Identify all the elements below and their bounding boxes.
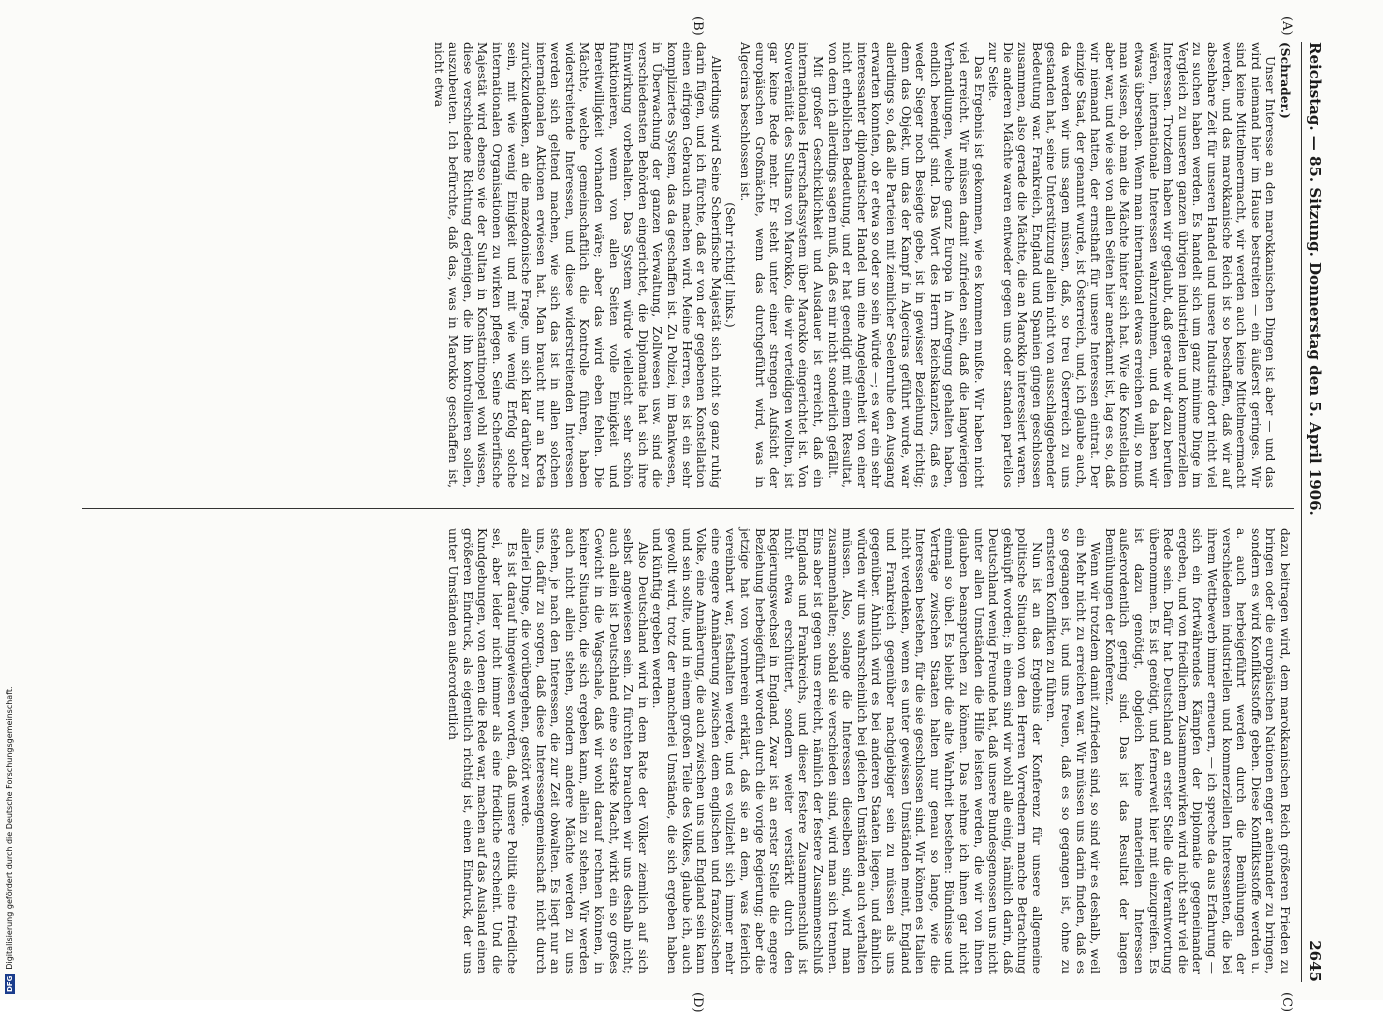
left-column <box>82 42 1292 488</box>
paragraph: dazu beitragen wird, dem marokkanischen Reich größeren Frieden zu bringen oder die europäischen Nationen enger aneinander zu bringen, sondern es wird Konfliktsstoffe geben. Diese Konfliktsstoffe werden u. a. auch herbeigeführt werden durch die Bemühungen der verschiedenen industriellen und kommerziellen Interessenten, die bei ihrem Wettbewerb immer erneuern, — ich spreche da aus Erfahrung — sich ein fortwährendes Kämpfen der Diplomatie gegeneinander ergeben, und von friedlichem Zusammenwirken wird nicht sehr viel die Rede sein. Dafür hat Deutschland an erster Stelle die Verantwortung übernommen. Es ist genötigt, und fernerweit hier mit einzugreifen. Es ist dazu genötigt, obgleich keine materiellen Interessen außerordentlich gering sind. Das ist das Resultat der langen Bemühungen der Konferenz. <box>1102 528 1292 974</box>
paragraph: Unser Interesse an den marokkanischen Dingen ist aber — und das wird niemand hier im Hause bestreiten — ein äußerst geringes. Wir sind keine Mittelmeermacht, wir werden auch keine Mittelmeermacht werden, und das marokkanische Reich ist so beschaffen, daß wir auf absehbare Zeit für unseren Handel und unsere Industrie dort nicht viel zu suchen haben werden. Es handelt sich um ganz minime Dinge im Vergleich zu unseren ganzen übrigen industriellen und kommerziellen Interessen. Trotzdem haben wir geglaubt, daß gerade wir dazu berufen wären, internationale Interessen wahrzunehmen, und da haben wir etwas übersehen. Wenn man international etwas erreichen will, so muß man wissen, ob man die Mächte hinter sich hat. Wie die Konstellation aber war, und wie sie von allen Seiten hier anerkannt ist, lag es so, daß wir niemand hatten, der ernsthaft für unsere Interessen eintrat. Der einzige Staat, der genannt wurde, ist Österreich, und, ich glaube auch, da werden wir uns sagen müssen, daß, so treu Österreich zu uns gestanden hat, seine Unterstützung allein nicht von ausschlaggebender Bedeutung war. Frankreich, England und Spanien gingen geschlossen zusammen, also gerade die Mächte, die an Marokko interessiert waren. Die anderen Mächte waren entweder gegen uns oder standen parteilos zur Seite. <box>986 42 1278 488</box>
margin-mark-b: (B) <box>690 16 705 36</box>
header-rule <box>1301 42 1302 982</box>
margin-mark-d: (D) <box>690 992 705 1013</box>
paragraph: Nun ist an das Ergebnis der Konferenz für unsere allgemeine politische Situation von den Herren Vorrednern manche Betrachtung geknüpft worden; in einem sind wir wohl alle einig, nämlich darin, daß Deutschland wenig Freunde hat, daß unsere Bundesgenossen uns nicht unter allen Umständen die Hilfe leisten werden, die wir von ihnen glauben beanspruchen zu können. Das nehme ich ihnen gar nicht einmal so übel. Es bleibt die alte Wahrheit bestehen: Bündnisse und Verträge zwischen Staaten halten nur genau so lange, wie die Interessen bestehen, für die sie geschlossen sind. Wir können es Italien nicht verdenken, wenn es unter gewissen Umständen meint, England und Frankreich gegenüber nachgiebiger sein zu müssen als uns gegenüber. Ähnlich wird es bei anderen Staaten liegen, und ähnlich würden wir uns wahrscheinlich bei gleichen Umständen auch verhalten müssen. Also, solange die Interessen dieselben sind, wird man zusammenhalten; sobald sie verschieden sind, wird man sich trennen. Eins aber ist gegen uns erreicht, nämlich der festere Zusammenschluß Englands und Frankreichs, und dieser festere Zusammenschluß ist nicht etwa erschüttert, sondern weiter verstärkt durch den Regierungswechsel in England. Zwar ist an erster Stelle die engere Beziehung herbeigeführt worden durch die vorige Regierung; aber die jetzige hat von vornherein erklärt, daß sie an dem, was feierlich vereinbart war, festhalten werde, und es vollzieht sich immer mehr eine engere Annäherung zwischen dem englischen und französischen Volke, eine Annäherung, die auch zwischen uns und England sein kann und sein sollte, und in einem großen Teile des Volkes, glaube ich, auch gewollt wird, trotz der mancherlei Umstände, die sich ergeben haben und künftig ergeben werden. <box>650 528 1044 974</box>
paragraph: Wenn wir trotzdem damit zufrieden sind, so sind wir es deshalb, weil ein Mehr nicht zu erreichen war. Wir müssen uns darin finden, daß es so gegangen ist, und uns freuen, daß es so gegangen ist, ohne zu ernsteren Konflikten zu führen. <box>1044 528 1103 974</box>
dfg-logo: DFG <box>6 975 14 992</box>
column-divider <box>82 508 1294 509</box>
paragraph: Allerdings wird Seine Scherifische Majestät sich nicht so ganz ruhig darin fügen, und ich fürchte, daß er von der gegebenen Konstellation einen eifrigen Gebrauch machen wird. Meine Herren, es ist ein sehr kompliziertes System, das da geschaffen ist. Zu Polizei, im Bankwesen, in Überwachung der ganzen Verwaltung, Zollwesen usw. sind die verschiedensten Behörden eingerichtet, die Diplomatie hat sich ihre Einwirkung vorbehalten. Das System würde vielleicht sehr schön funktionieren, wenn von allen Seiten volle Einigkeit und Bereitwilligkeit vorhanden wäre; aber das wird eben fehlen. Die Mächte, welche gemeinschaftlich die Kontrolle führen, haben widerstreitende Interessen, und diese widerstreitenden Interessen werden sich geltend machen, wie sich das ist in allen solchen internationalen Aktionen erwiesen hat. Man braucht nur an Kreta zurückzudenken, an die mazedonische Frage, um sich klar darüber zu sein, mit wie wenig Einigkeit und mit wie wenig Erfolg solche internationalen Organisationen zu wirken pflegen. Seine Scherifische Majestät wird ebenso wie der Sultan in Konstantinopel wohl wissen, diese verschiedene Richtung derjenigen, die ihn kontrollieren sollen, auszubeuten. Ich befürchte, daß das, was in Marokko geschaffen ist, nicht etwa <box>431 42 723 488</box>
margin-mark-a: (A) <box>1279 16 1294 36</box>
header-title: Reichstag. — 85. Sitzung. Donnerstag den 5. April 1906. <box>1306 42 1324 516</box>
paragraph: Mit großer Geschicklichkeit und Ausdauer ist erreicht, daß ein internationales Herrschaftssystem über Marokko eingerichtet ist. Von Souveränität des Sultans von Marokko, die wir verteidigen wollten, ist gar keine Rede mehr. Er steht unter einer strengen Aufsicht der europäischen Großmächte, wenn das durchgeführt wird, was in Algeciras beschlossen ist. <box>738 42 825 488</box>
right-column <box>82 528 1292 974</box>
speaker-name: (Schrader.) <box>1278 42 1292 119</box>
funding-footer <box>0 0 20 1000</box>
page-number: 2645 <box>1306 940 1324 982</box>
paragraph: Das Ergebnis ist gekommen, wie es kommen mußte. Wir haben nicht viel erreicht. Wir müssen damit zufrieden sein, daß die langwierigen Verhandlungen, welche ganz Europa in Aufregung gehalten haben, endlich beendigt sind. Das Wort des Herrn Reichskanzlers, daß es weder Sieger noch Besiegte gebe, ist in gewisser Beziehung richtig; denn das Objekt, um das der Kampf in Algeciras geführt wurde, war allerdings so, daß alle Parteien mit ziemlicher Seelenruhe den Ausgang erwarten konnten, ob er etwa so oder so sein würde —; es war ein sehr interessanter diplomatischer Handel um eine Angelegenheit von einer nicht erheblichen Bedeutung, und er hat geendigt mit einem Resultat, von dem ich allerdings sagen muß, daß es mir nicht sonderlich gefällt. <box>825 42 986 488</box>
funding-note: Digitalisierung gefördert durch die Deutsche Forschungsgemeinschaft. <box>5 686 14 970</box>
margin-mark-c: (C) <box>1279 992 1294 1013</box>
page-header <box>1300 42 1330 982</box>
paragraph: Es ist darauf hingewiesen worden, daß unsere Politik eine friedliche sei, aber leider nicht immer als eine friedliche erscheint. Und die Kundgebungen, von denen die Rede war, machen auf das Ausland einen größeren Eindruck, als eigentlich richtig ist, einen Eindruck, der uns unter Umständen außerordentlich <box>446 528 519 974</box>
paragraph: Also Deutschland wird in dem Rate der Völker ziemlich auf sich selbst angewiesen sein. Zu fürchten brauchen wir uns deshalb nicht; auch allein ist Deutschland eine so starke Macht, wirkt ein so großes Gewicht in die Wagschale, daß wir wohl darauf rechnen können, in keiner Situation, die sich ergeben kann, allein zu stehen. Wir werden auch nicht allein stehen, sondern andere Mächte werden zu uns stehen, je nach den Interessen, die zur Zeit obwalten. Es liegt nur an uns, dafür zu sorgen, daß diese Interessengemeinschaft nicht durch allerlei Dinge, die vorübergehen, gestört werde. <box>519 528 650 974</box>
interjection: (Sehr richtig! links.) <box>723 202 738 328</box>
document-page <box>70 16 1330 1013</box>
